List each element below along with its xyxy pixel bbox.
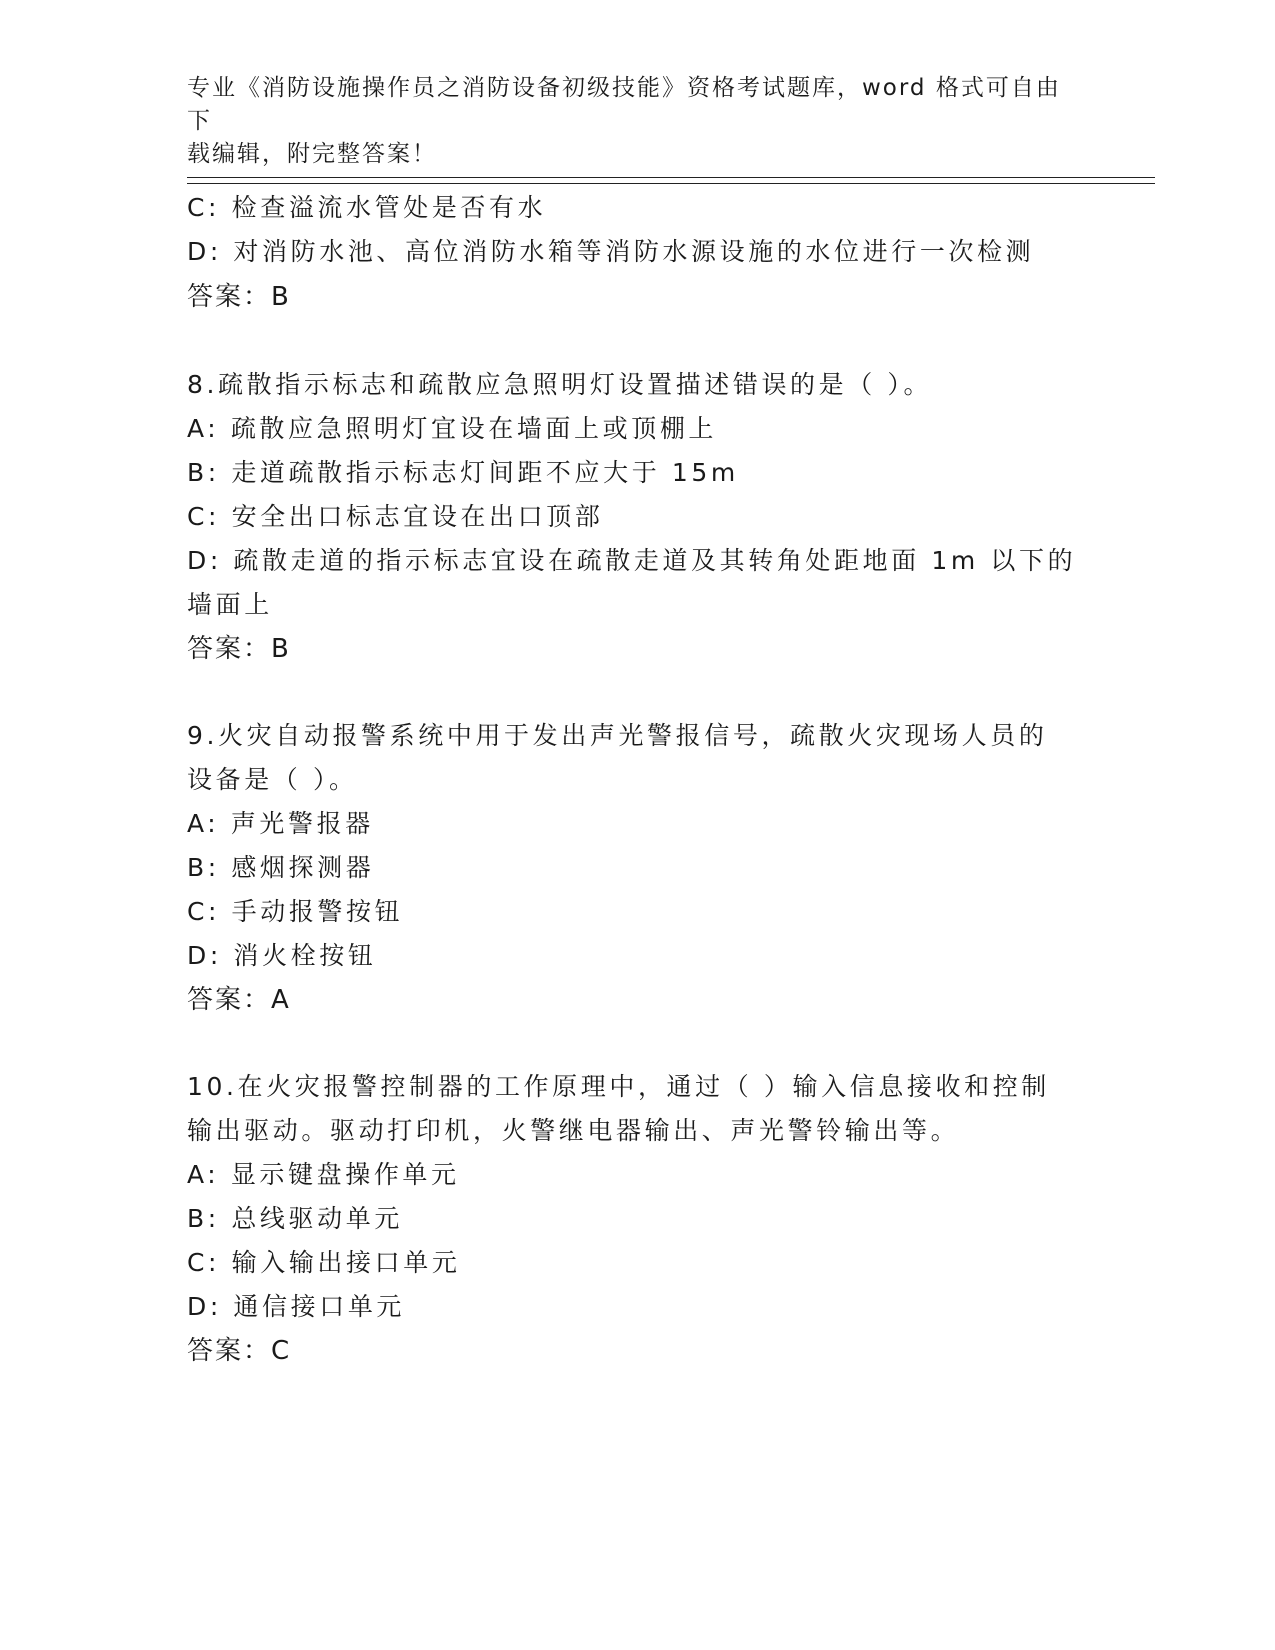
document-header	[187, 72, 1067, 171]
q10-answer: 答案：C	[187, 1336, 292, 1366]
header-line-1: 专业《消防设施操作员之消防设备初级技能》资格考试题库，word 格式可自由下	[187, 75, 1061, 134]
q10-option-a: A: 显示键盘操作单元	[187, 1160, 460, 1189]
q9-option-c: C: 手动报警按钮	[187, 897, 404, 926]
header-divider-bottom	[187, 183, 1155, 184]
q9-option-b: B: 感烟探测器	[187, 853, 375, 882]
q7-answer: 答案：B	[187, 282, 291, 312]
q10-option-c: C: 输入输出接口单元	[187, 1248, 461, 1277]
q8-answer: 答案：B	[187, 634, 291, 664]
q10-question-line-2: 输出驱动。驱动打印机，火警继电器输出、声光警铃输出等。	[187, 1116, 960, 1145]
q8-option-d-line-1: D: 疏散走道的指示标志宜设在疏散走道及其转角处距地面 1m 以下的	[187, 546, 1077, 575]
q10-option-d: D: 通信接口单元	[187, 1292, 406, 1321]
q9-question-line-1: 9.火灾自动报警系统中用于发出声光警报信号，疏散火灾现场人员的	[187, 721, 1048, 750]
q9-option-d: D: 消火栓按钮	[187, 941, 377, 970]
q9-option-a: A: 声光警报器	[187, 809, 374, 838]
q7-option-c: C: 检查溢流水管处是否有水	[187, 193, 547, 222]
q8-option-b: B: 走道疏散指示标志灯间距不应大于 15m	[187, 458, 739, 487]
q7-option-d: D: 对消防水池、高位消防水箱等消防水源设施的水位进行一次检测	[187, 237, 1035, 266]
q9-question-line-2: 设备是（ ）。	[187, 765, 358, 794]
q8-option-d-line-2: 墙面上	[187, 590, 273, 619]
header-line-2: 载编辑，附完整答案！	[187, 141, 437, 167]
q8-option-a: A: 疏散应急照明灯宜设在墙面上或顶棚上	[187, 414, 718, 443]
header-divider-top	[187, 177, 1155, 178]
q9-answer: 答案：A	[187, 985, 291, 1015]
q10-question-line-1: 10.在火灾报警控制器的工作原理中，通过（ ）输入信息接收和控制	[187, 1072, 1050, 1101]
q8-question: 8.疏散指示标志和疏散应急照明灯设置描述错误的是（ ）。	[187, 370, 933, 399]
q10-option-b: B: 总线驱动单元	[187, 1204, 403, 1233]
q8-option-c: C: 安全出口标志宜设在出口顶部	[187, 502, 604, 531]
